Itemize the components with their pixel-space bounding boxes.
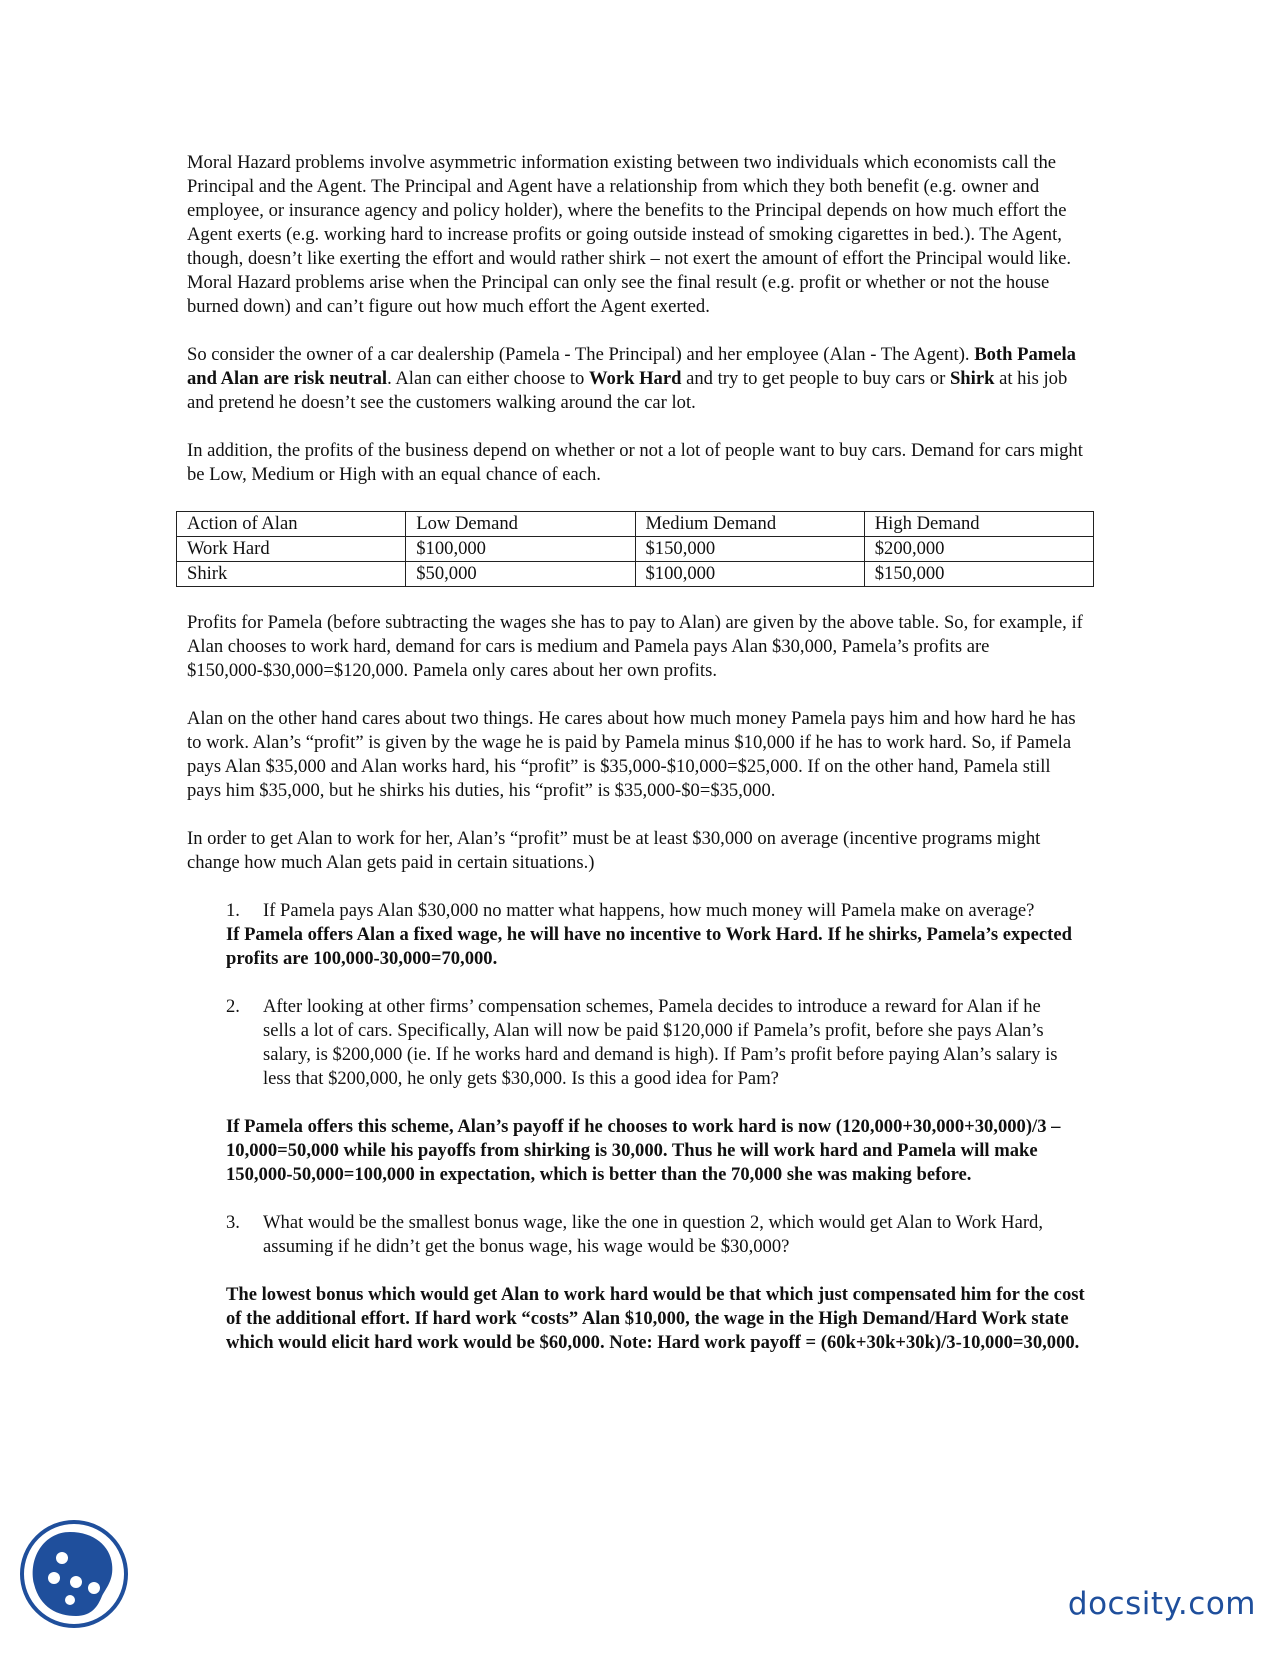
risk-neutral-bold: Both Pamela and Alan are risk neutral: [187, 344, 1076, 389]
paragraph-profits: Profits for Pamela (before subtracting the wages she has to pay to Alan) are given by the above table. So, for example, if Alan chooses to work hard, demand for cars is medium and Pamela pays Alan $30,000, Pamela’s profits are $150,000-$30,000=$120,000. Pamela only cares about her own profits.: [187, 612, 1083, 681]
table-row: [177, 537, 1094, 562]
table-cell: $150,000: [864, 562, 1093, 587]
paragraph-alan: Alan on the other hand cares about two things. He cares about how much money Pamela pays him and how hard he has to work. Alan’s “profit” is given by the wage he is paid by Pamela minus $10,000 if he has to work hard. So, if Pamela pays Alan $35,000 and Alan works hard, his “profit” is $35,000-$10,000=$25,000. If on the other hand, Pamela still pays him $35,000, but he shirks his duties, his “profit” is $35,000-$0=$35,000.: [187, 708, 1076, 801]
answer-2: If Pamela offers this scheme, Alan’s payoff if he chooses to work hard is now (120,000+30,000+30,000)/3 – 10,000=50,000 while his payoffs from shirking is 30,000. Thus he will work hard and Pamela will make 150,000-50,000=100,000 in expectation, which is better than the 70,000 she was making before.: [226, 1116, 1061, 1185]
question-text: If Pamela pays Alan $30,000 no matter what happens, how much money will Pamela make on average?: [263, 900, 1035, 921]
question-number: 3.: [226, 1212, 240, 1233]
question-text: After looking at other firms’ compensation schemes, Pamela decides to introduce a reward for Alan if he sells a lot of cars. Specifically, Alan will now be paid $120,000 if Pamela’s profit, before she pays Alan’s salary, is $200,000 (ie. If he works hard and demand is high). If Pam’s profit before paying Alan’s salary is less that $200,000, he only gets $30,000. Is this a good idea for Pam?: [263, 996, 1058, 1089]
answer-1: If Pamela offers Alan a fixed wage, he will have no incentive to Work Hard. If he shirks, Pamela’s expected profits are 100,000-30,000=70,000.: [226, 924, 1072, 969]
table-cell: $200,000: [864, 537, 1093, 562]
profit-table: [176, 511, 1094, 587]
docsity-logo-icon[interactable]: [18, 1518, 130, 1630]
paragraph-scenario: So consider the owner of a car dealership (Pamela - The Principal) and her employee (Alan - The Agent). Both Pamela and Alan are risk neutral. Alan can either choose to Work Hard and try to get people to buy cars or Shirk at his job and pretend he doesn’t see the customers walking around the car lot.: [187, 344, 1076, 413]
paragraph-demand: In addition, the profits of the business depend on whether or not a lot of people want to buy cars. Demand for cars might be Low, Medium or High with an equal chance of each.: [187, 440, 1083, 485]
table-row: [177, 562, 1094, 587]
shirk-bold: Shirk: [949, 368, 995, 389]
question-number: 2.: [226, 996, 240, 1017]
answer-3: The lowest bonus which would get Alan to work hard would be that which just compensated him for the cost of the additional effort. If hard work “costs” Alan $10,000, the wage in the High Demand/Hard Work state which would elicit hard work would be $60,000. Note: Hard work payoff = (60k+30k+30k)/3-10,000=30,000.: [226, 1284, 1085, 1353]
table-cell: $100,000: [406, 537, 635, 562]
table-header-row: [177, 512, 1094, 537]
question-number: 1.: [226, 900, 240, 921]
table-header-cell: High Demand: [864, 512, 1093, 537]
docsity-brand-link[interactable]: docsity.com: [1067, 1586, 1256, 1622]
paragraph-incentive: In order to get Alan to work for her, Alan’s “profit” must be at least $30,000 on average (incentive programs might change how much Alan gets paid in certain situations.): [187, 828, 1041, 873]
table-cell: Shirk: [177, 562, 406, 587]
table-cell: $150,000: [635, 537, 864, 562]
work-hard-bold: Work Hard: [588, 368, 682, 389]
question-1: [226, 899, 1087, 923]
question-text: What would be the smallest bonus wage, like the one in question 2, which would get Alan to Work Hard, assuming if he didn’t get the bonus wage, his wage would be $30,000?: [263, 1212, 1043, 1257]
paragraph-intro: Moral Hazard problems involve asymmetric information existing between two individuals which economists call the Principal and the Agent. The Principal and Agent have a relationship from which they both benefit (e.g. owner and employee, or insurance agency and policy holder), where the benefits to the Principal depends on how much effort the Agent exerts (e.g. working hard to increase profits or going outside instead of smoking cigarettes in bed.). The Agent, though, doesn’t like exerting the effort and would rather shirk – not exert the amount of effort the Principal would like. Moral Hazard problems arise when the Principal can only see the final result (e.g. profit or whether or not the house burned down) and can’t figure out how much effort the Agent exerted.: [187, 152, 1072, 317]
table-cell: $50,000: [406, 562, 635, 587]
question-2: [226, 995, 1087, 1091]
table-header-cell: Action of Alan: [177, 512, 406, 537]
table-header-cell: Medium Demand: [635, 512, 864, 537]
table-cell: $100,000: [635, 562, 864, 587]
question-3: [226, 1211, 1087, 1259]
document-page: [187, 151, 1087, 1379]
table-header-cell: Low Demand: [406, 512, 635, 537]
table-cell: Work Hard: [177, 537, 406, 562]
